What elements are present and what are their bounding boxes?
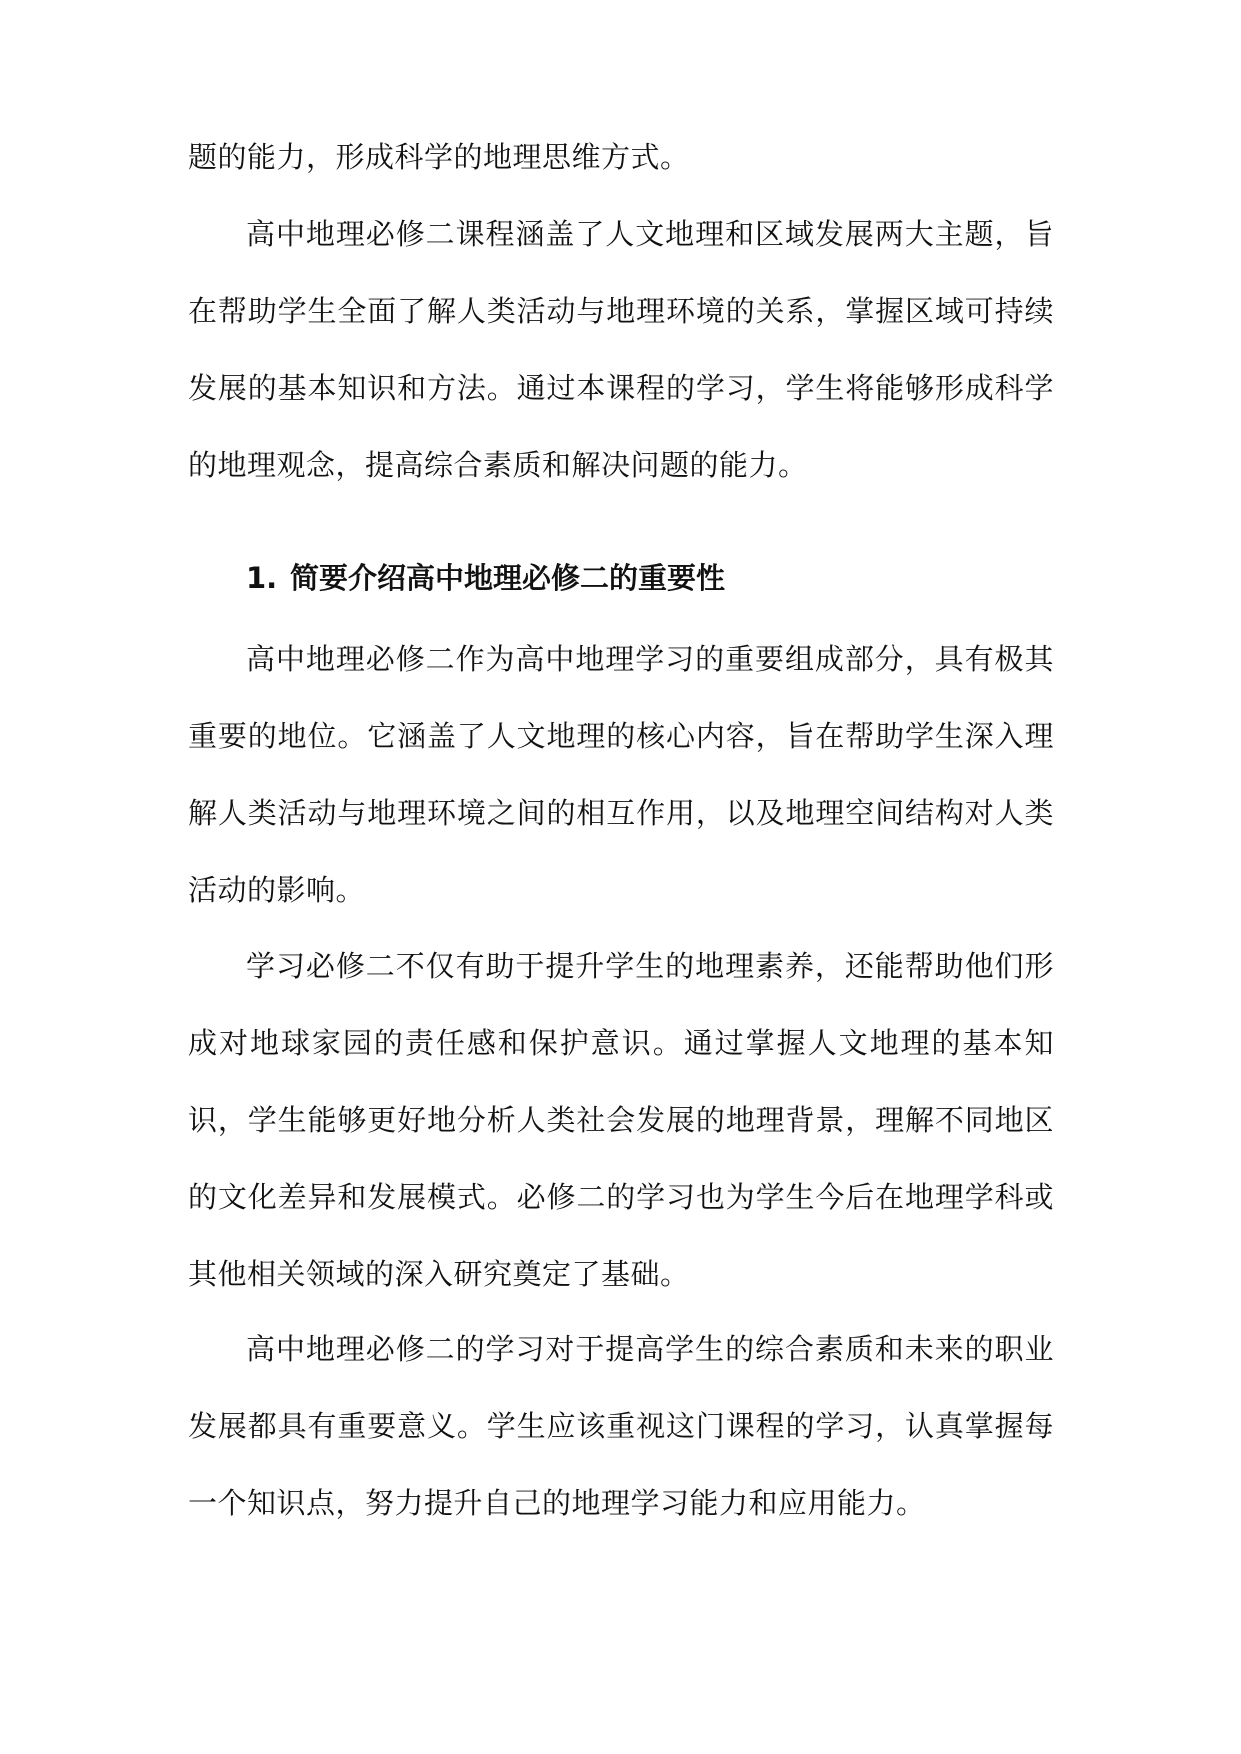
paragraph-importance: 高中地理必修二作为高中地理学习的重要组成部分，具有极其重要的地位。它涵盖了人文地理的核心内容，旨在帮助学生深入理解人类活动与地理环境之间的相互作用，以及地理空间结构对人类活动的影响。 <box>188 642 1054 907</box>
paragraph-continuation: 题的能力，形成科学的地理思维方式。 <box>188 140 690 174</box>
section-heading <box>246 540 1046 617</box>
section-heading-title: 简要介绍高中地理必修二的重要性 <box>290 561 726 595</box>
paragraph-course-overview: 高中地理必修二课程涵盖了人文地理和区域发展两大主题，旨在帮助学生全面了解人类活动与地理环境的关系，掌握区域可持续发展的基本知识和方法。通过本课程的学习，学生将能够形成科学的地理观念，提高综合素质和解决问题的能力。 <box>188 217 1054 482</box>
section-heading-number: 1. <box>246 561 278 595</box>
paragraph-significance: 高中地理必修二的学习对于提高学生的综合素质和未来的职业发展都具有重要意义。学生应该重视这门课程的学习，认真掌握每一个知识点，努力提升自己的地理学习能力和应用能力。 <box>188 1332 1054 1520</box>
paragraph-learning-benefits: 学习必修二不仅有助于提升学生的地理素养，还能帮助他们形成对地球家园的责任感和保护意识。通过掌握人文地理的基本知识，学生能够更好地分析人类社会发展的地理背景，理解不同地区的文化差异和发展模式。必修二的学习也为学生今后在地理学科或其他相关领域的深入研究奠定了基础。 <box>188 949 1054 1291</box>
